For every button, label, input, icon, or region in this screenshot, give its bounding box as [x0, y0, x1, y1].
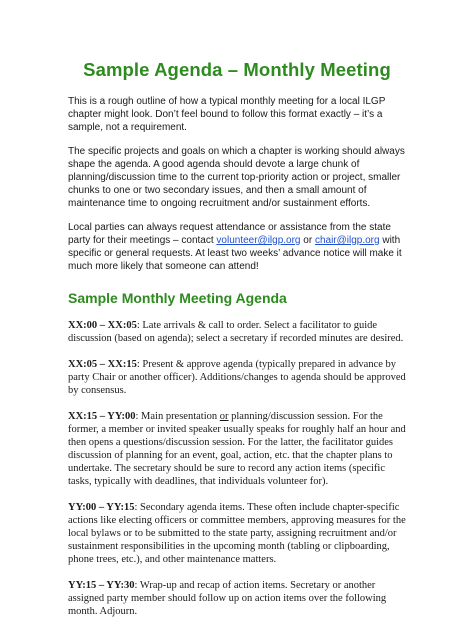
agenda-text-a: : Main presentation [135, 411, 220, 422]
intro-paragraph-3 [68, 221, 406, 273]
agenda-item [68, 579, 406, 618]
agenda-time: XX:05 – XX:15 [68, 359, 137, 370]
intro-paragraph-3-text-c: with specific or general requests. At least two weeks’ advance notice will make it much more likely that someone can attend! [68, 235, 402, 272]
agenda-item [68, 501, 406, 566]
agenda-text: : Present & approve agenda (typically prepared in advance by party Chair or another officer). Additions/changes to agenda should be approved by consensus. [68, 359, 406, 396]
agenda-text: : Wrap-up and recap of action items. Secretary or another assigned party member should follow up on action items over the following month. Adjourn. [68, 580, 387, 617]
agenda-time: YY:00 – YY:15 [68, 502, 135, 513]
volunteer-email-link[interactable]: volunteer@ilgp.org [216, 235, 301, 246]
agenda-item [68, 358, 406, 397]
agenda-text-b: planning/discussion session. For the former, a member or invited speaker usually speaks for roughly half an hour and then opens a questions/discussion session. For the latter, the facilitator guides discussion of planning for an event, goal, action, etc. that the chapter plans to undertake. The secretary should be sure to record any action items (specific tasks, typically with deadlines, that individuals volunteer for). [68, 411, 406, 487]
agenda-time: XX:00 – XX:05 [68, 320, 137, 331]
chair-email-link[interactable]: chair@ilgp.org [314, 235, 380, 246]
agenda-item [68, 410, 406, 488]
agenda-item [68, 319, 406, 345]
agenda-list [68, 319, 406, 618]
page-title: Sample Agenda – Monthly Meeting [83, 59, 391, 80]
agenda-time: XX:15 – YY:00 [68, 411, 136, 422]
intro-section [68, 95, 406, 273]
document-page [68, 58, 406, 631]
intro-paragraph-3-text-a: Local parties can always request attendance or assistance from the state party for their meetings – contact [68, 222, 391, 246]
agenda-subheading: Sample Monthly Meeting Agenda [68, 290, 287, 306]
intro-paragraph-3-text-b: or [300, 235, 315, 246]
agenda-text-underlined: or [219, 411, 229, 422]
agenda-time: YY:15 – YY:30 [68, 580, 135, 591]
agenda-text: : Secondary agenda items. These often include chapter-specific actions like electing officers or committee members, approving measures for the local bylaws or to be submitted to the state party, assigning recruitment and/or sustainment responsibilities in the upcoming month (tabling or clipboarding, phone trees, etc.), and other maintenance matters. [68, 502, 406, 565]
intro-paragraph-2: The specific projects and goals on which a chapter is working should always shape the agenda. A good agenda should devote a large chunk of planning/discussion time to the current top-priority action or project, smaller chunks to one or two secondary issues, and then a small amount of maintenance time to ongoing recruitment and/or sustainment efforts. [68, 146, 405, 209]
intro-paragraph-1: This is a rough outline of how a typical monthly meeting for a local ILGP chapter might look. Don’t feel bound to follow this format exactly – it’s a sample, not a requirement. [68, 96, 386, 133]
agenda-text: : Late arrivals & call to order. Select a facilitator to guide discussion (based on agenda); select a secretary if recorded minutes are desired. [68, 320, 404, 344]
